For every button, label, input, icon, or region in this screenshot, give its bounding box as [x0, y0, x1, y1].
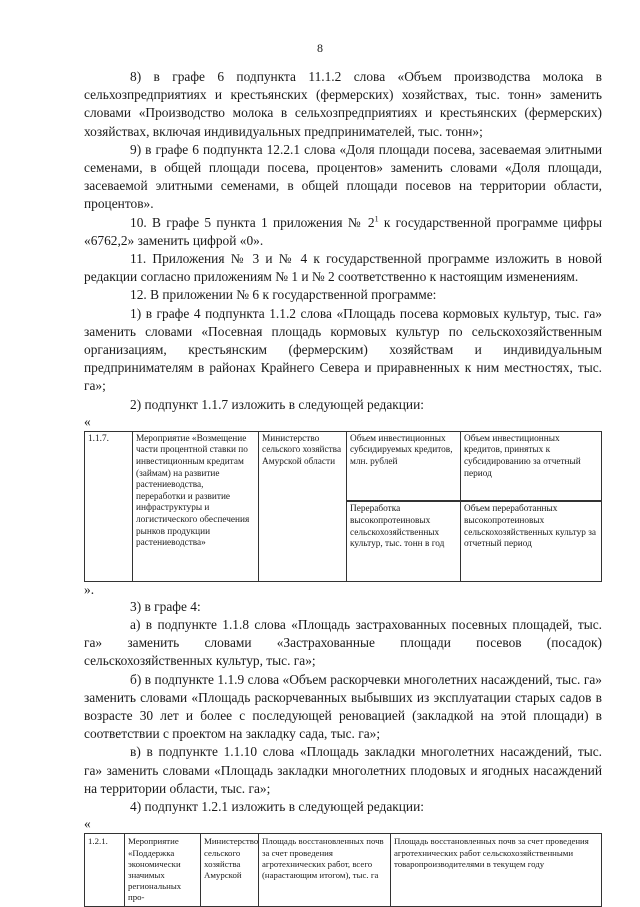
table-cell-executor: Министерство сельского хозяйства Амурской области	[259, 431, 347, 581]
table-1-2-1	[84, 833, 602, 906]
document-body	[84, 68, 602, 907]
paragraph: 8) в графе 6 подпункта 11.1.2 слова «Объем производства молока в сельхозпредприятиях и крестьянских (фермерских) хозяйствах, тыс. тонн» заменить словами «Производство молока в сельхозпредприятиях и крестьянских (фермерских) хозяйствах, включая индивидуальных предпринимателей, тыс. тонн»;	[84, 69, 602, 139]
quote-open: «	[84, 816, 91, 832]
para10-text: 10. В графе 5 пункта 1 приложения № 2	[130, 214, 375, 230]
table-cell-num: 1.1.7.	[85, 431, 133, 581]
quote-close: ».	[84, 581, 95, 597]
paragraph: б) в подпункте 1.1.9 слова «Объем раскорчевки многолетних насаждений, тыс. га» заменить словами «Площадь раскорчеванных выбывших из эксплуатации старых садов в возрасте 30 лет и более с последующей реновацией (закладкой на этой площади) в соответствии с проектом на закладку сада, тыс. га»;	[84, 671, 602, 742]
paragraph-10	[84, 214, 602, 250]
table-cell-measure: Мероприятие «Поддержка экономически значимых региональных про-	[125, 834, 201, 906]
paragraph: 3) в графе 4:	[130, 598, 201, 614]
table-cell-indicator-old: Площадь восстановленных почв за счет проведения агротехнических работ, всего (нарастающим итогом), тыс. га	[259, 834, 391, 906]
table-cell-indicator-new: Объем инвестиционных кредитов, принятых к субсидированию за отчетный период	[461, 431, 602, 501]
paragraph: 2) подпункт 1.1.7 изложить в следующей редакции:	[130, 396, 424, 412]
table-cell-indicator-old: Переработка высокопротеиновых сельскохозяйственных культур, тыс. тонн в год	[347, 501, 461, 581]
table-cell-indicator-new: Объем переработанных высокопротеиновых сельскохозяйственных культур за отчетный период	[461, 501, 602, 581]
table-cell-indicator-old: Объем инвестиционных субсидируемых кредитов, млн. рублей	[347, 431, 461, 501]
paragraph: в) в подпункте 1.1.10 слова «Площадь закладки многолетних насаждений, тыс. га» заменить словами «Площадь закладки многолетних плодовых и ягодных насаждений на территории области, тыс. га»;	[84, 744, 602, 796]
paragraph: 12. В приложении № 6 к государственной программе:	[130, 287, 437, 303]
paragraph: а) в подпункте 1.1.8 слова «Площадь застрахованных посевных площадей, тыс. га» заменить словами «Застрахованные площади посевов (посадок) сельскохозяйственных культур, тыс. га»;	[84, 617, 602, 669]
table-cell-indicator-new: Площадь восстановленных почв за счет проведения агротехнических работ сельскохозяйственными товаропроизводителями в текущем году	[391, 834, 602, 906]
superscript: 1	[374, 214, 379, 224]
page-number: 8	[317, 41, 323, 55]
table-cell-executor: Министерство сельского хозяйства Амурской	[201, 834, 259, 906]
paragraph: 9) в графе 6 подпункта 12.2.1 слова «Доля площади посева, засеваемая элитными семенами, в общей площади посева, процентов» заменить словами «Доля площади, засеваемой элитными семенами, в общей площади посевов на территории области, процентов».	[84, 141, 602, 212]
paragraph: 11. Приложения № 3 и № 4 к государственной программе изложить в новой редакции согласно приложениям № 1 и № 2 соответственно к настоящим изменениям.	[84, 251, 602, 285]
paragraph: 4) подпункт 1.2.1 изложить в следующей редакции:	[130, 799, 424, 815]
table-1-1-7	[84, 431, 602, 582]
paragraph: 1) в графе 4 подпункта 1.1.2 слова «Площадь посева кормовых культур, тыс. га» заменить словами «Посевная площадь кормовых культур по сельскохозяйственным организациям, крестьянским (фермерским) хозяйствам и индивидуальным предпринимателям в районах Крайнего Севера и приравненных к ним местностях, тыс. га»;	[84, 305, 602, 394]
table-cell-num: 1.2.1.	[85, 834, 125, 906]
quote-open: «	[84, 413, 91, 429]
para10-text-rest: к государственной программе цифры «6762,2» заменить цифрой «0».	[84, 214, 602, 248]
table-cell-measure: Мероприятие «Возмещение части процентной ставки по инвестиционным кредитам (займам) на развитие растениеводства, переработки и развитие инфраструктуры и логистического обеспечения рынков продукции растениеводства»	[133, 431, 259, 581]
